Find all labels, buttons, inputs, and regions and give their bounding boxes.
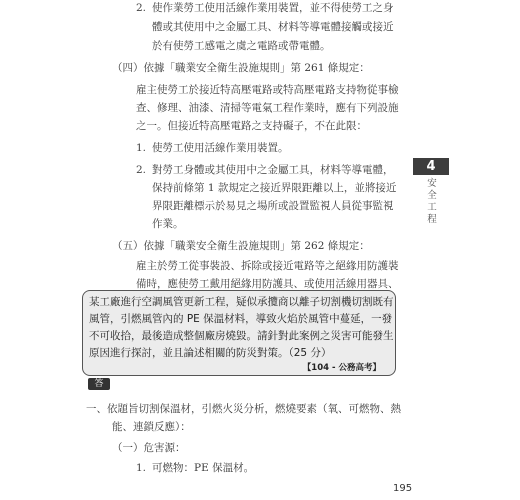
question-line-2: 風管，引燃風管內的 PE 保溫材料，導致火焰於風管中蔓延，一發 [89, 313, 393, 325]
item-2-line-3: 於有使勞工感電之虞之電路或帶電體。 [152, 40, 331, 52]
section-4-para-line-2: 查、修理、油漆、清掃等電氣工程作業時，應有下列設施 [136, 102, 399, 114]
section-5-para-line-1: 雇主於勞工從事裝設、拆除或接近電路等之絕緣用防護裝 [136, 260, 399, 272]
section-4-heading: （四）依據「職業安全衛生設施規則」第 261 條規定： [112, 62, 370, 74]
answer-1-line-1: 一、依題旨切割保溫材，引燃火災分析，燃燒要素（氧、可燃物、熱 [86, 403, 401, 415]
section-4-item-2-line-4: 作業。 [152, 218, 184, 230]
chapter-number-tab: 4 [413, 158, 449, 175]
answer-badge: 答 [88, 378, 110, 390]
answer-sub-1-heading: （一）危害源： [112, 442, 186, 454]
answer-1-line-2: 能、連鎖反應）： [112, 421, 191, 433]
section-4-item-2-line-2: 保持前條第 1 款規定之接近界限距離以上，並將接近 [152, 182, 397, 194]
item-2-line-2: 體或其使用中之金屬工具、材料等導電體接觸或接近 [152, 21, 394, 33]
question-source: 【104 - 公務高考】 [302, 363, 381, 373]
chapter-title: 安 全 工 程 [427, 178, 437, 225]
section-4-item-1: 使勞工使用活線作業用裝置。 [152, 142, 289, 154]
section-4-item-2-number: 2. [136, 164, 147, 176]
answer-sub-1-item-1-number: 1. [136, 462, 147, 474]
question-box [82, 290, 396, 376]
question-line-1: 某工廠進行空調風管更新工程，疑似承攬商以離子切割機切割既有 [89, 296, 394, 308]
page-number: 195 [393, 483, 413, 494]
question-line-3: 不可收拾，最後造成整個廠房燒毀。請針對此案例之災害可能發生 [89, 330, 394, 342]
section-5-heading: （五）依據「職業安全衛生設施規則」第 262 條規定： [112, 240, 370, 252]
chapter-title-vertical [426, 178, 438, 226]
section-4-item-2-line-1: 對勞工身體或其使用中之金屬工具，材料等導電體， [152, 164, 394, 176]
section-4-para-line-1: 雇主使勞工於接近特高壓電路或特高壓電路支持物從事檢 [136, 84, 399, 96]
item-2-number: 2. [136, 2, 147, 14]
answer-sub-1-item-1: 可燃物：PE 保溫材。 [152, 462, 255, 474]
section-4-item-2-line-3: 界限距離標示於易見之場所或設置監視人員從事監視 [152, 200, 394, 212]
section-5-para-line-2: 備時，應使勞工戴用絕緣用防護具、或使用活線用器具、 [136, 278, 399, 290]
item-2-line-1: 使作業勞工使用活線作業用裝置，並不得使勞工之身 [152, 2, 394, 14]
question-line-4: 原因進行探討，並且論述相關的防災對策。（25 分） [89, 347, 332, 359]
section-4-item-1-number: 1. [136, 142, 147, 154]
section-4-para-line-3: 之一。但接近特高壓電路之支持礙子，不在此限： [136, 120, 367, 132]
